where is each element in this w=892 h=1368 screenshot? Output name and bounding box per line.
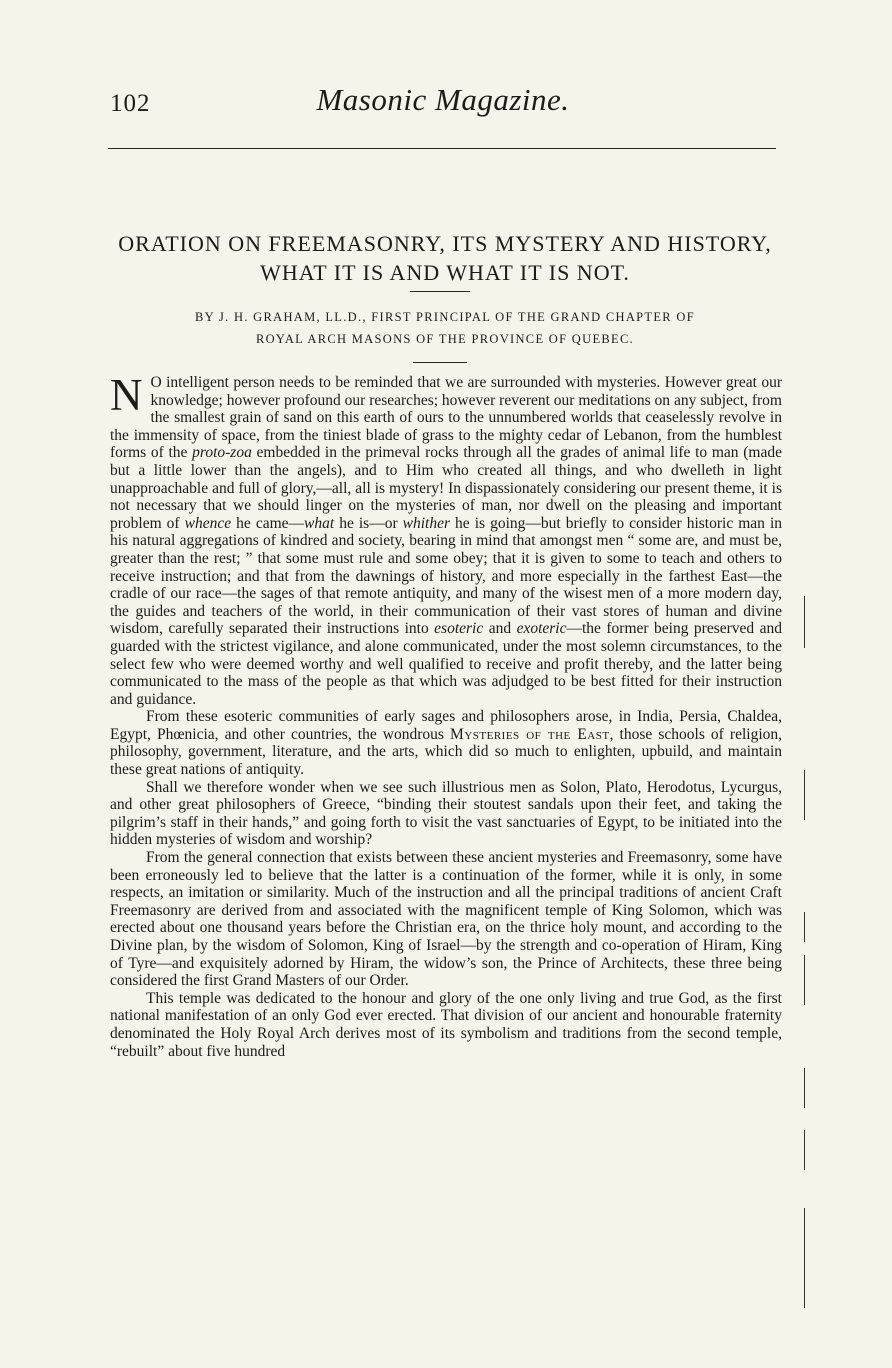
margin-mark [804,770,805,820]
margin-mark [804,1068,805,1108]
margin-mark [804,912,805,942]
title-divider [410,291,470,292]
margin-mark [804,1130,805,1170]
byline-line-2: ROYAL ARCH MASONS OF THE PROVINCE OF QUEBEC. [255,332,635,346]
header-rule [108,148,776,149]
article-body [110,370,783,1060]
drop-cap: N [110,370,143,420]
running-head [110,82,776,122]
margin-mark [804,955,805,1005]
paragraph-2: From these esoteric communities of early sages and philosophers arose, in India, Persia, Chaldea, Egypt, Phœnicia, and other countries, the wondrous Mysteries of the East, those schools of religion, philosophy, government, literature, and the arts, which did so much to enlighten, upbuild, and maintain these great nations of antiquity. [110,708,783,779]
article-title-line-2: WHAT IT IS AND WHAT IT IS NOT. [260,260,630,285]
byline-line-1: BY J. H. GRAHAM, LL.D., FIRST PRINCIPAL OF THE GRAND CHAPTER OF [195,310,695,324]
paragraph-5: This temple was dedicated to the honour and glory of the one only living and true God, as the first national manifestation of an only God ever erected. That division of our ancient and honourable fraternity denominated the Holy Royal Arch derives most of its symbolism and traditions from the second temple, “rebuilt” about five hundred [110,989,782,1060]
byline [120,306,770,350]
article-title [100,229,790,287]
paragraph-3: Shall we therefore wonder when we see such illustrious men as Solon, Plato, Herodotus, Lycurgus, and other great philosophers of Greece, “binding their stoutest sandals upon their feet, and taking the pilgrim’s staff in their hands,” and going forth to visit the vast sanctuaries of Egypt, to be initiated into the hidden mysteries of wisdom and worship? [110,778,782,849]
byline-divider [413,362,467,363]
page-number: 102 [110,90,151,117]
paragraph-4: From the general connection that exists between these ancient mysteries and Freemasonry, some have been erroneously led to believe that the latter is a continuation of the former, while it is only, in some respects, an imitation or similarity. Much of the instruction and all the principal traditions of ancient Craft Freemasonry are derived from and associated with the magnificent temple of King Solomon, which was erected about one thousand years before the Christian era, on the thrice holy mount, and according to the Divine plan, by the wisdom of Solomon, King of Israel—by the strength and co-operation of Hiram, King of Tyre—and exquisitely adorned by Hiram, the widow’s son, the Prince of Architects, these three being considered the first Grand Masters of our Order. [110,849,782,990]
article-title-line-1: ORATION ON FREEMASONRY, ITS MYSTERY AND HISTORY, [118,231,772,256]
magazine-title: Masonic Magazine. [316,82,570,117]
paragraph-1: N O intelligent person needs to be reminded that we are surrounded with mysteries. However great our knowledge; however profound our researches; however reverent our meditations on any subject, from the smallest grain of sand on this earth of ours to the unnumbered worlds that ceaselessly revolve in the immensity of space, from the tiniest blade of grass to the mighty cedar of Lebanon, from the humblest forms of the proto-zoa embedded in the primeval rocks through all the grades of animal life to man (made but a little lower than the angels), and to Him who created all things, and who dwelleth in light unapproachable and full of glory,—all, all is mystery! In dispassionately considering our present theme, it is not necessary that we should linger on the mysteries of man, nor dwell on the pleasing and important problem of whence he came—what he is—or whither he is going—but briefly to consider historic man in his natural aggregations of kindred and society, bearing in mind that amongst men “ some are, and must be, greater than the rest; ” that some must rule and some obey; that it is given to some to teach and others to receive instruction; and that from the dawnings of history, and more especially in the farthest East—the cradle of our race—the sages of that remote antiquity, and many of the wisest men of a more modern day, the guides and teachers of the world, in their communication of their vast stores of human and divine wisdom, carefully separated their instructions into esoteric and exoteric—the former being preserved and guarded with the strictest vigilance, and alone communicated, under the most solemn circumstances, to the select few who were deemed worthy and well qualified to receive and profit thereby, and the latter being communicated to the mass of the people as that which was adjudged to be best fitted for their instruction and guidance. [110,370,783,708]
margin-mark [804,596,805,648]
margin-mark [804,1208,805,1308]
